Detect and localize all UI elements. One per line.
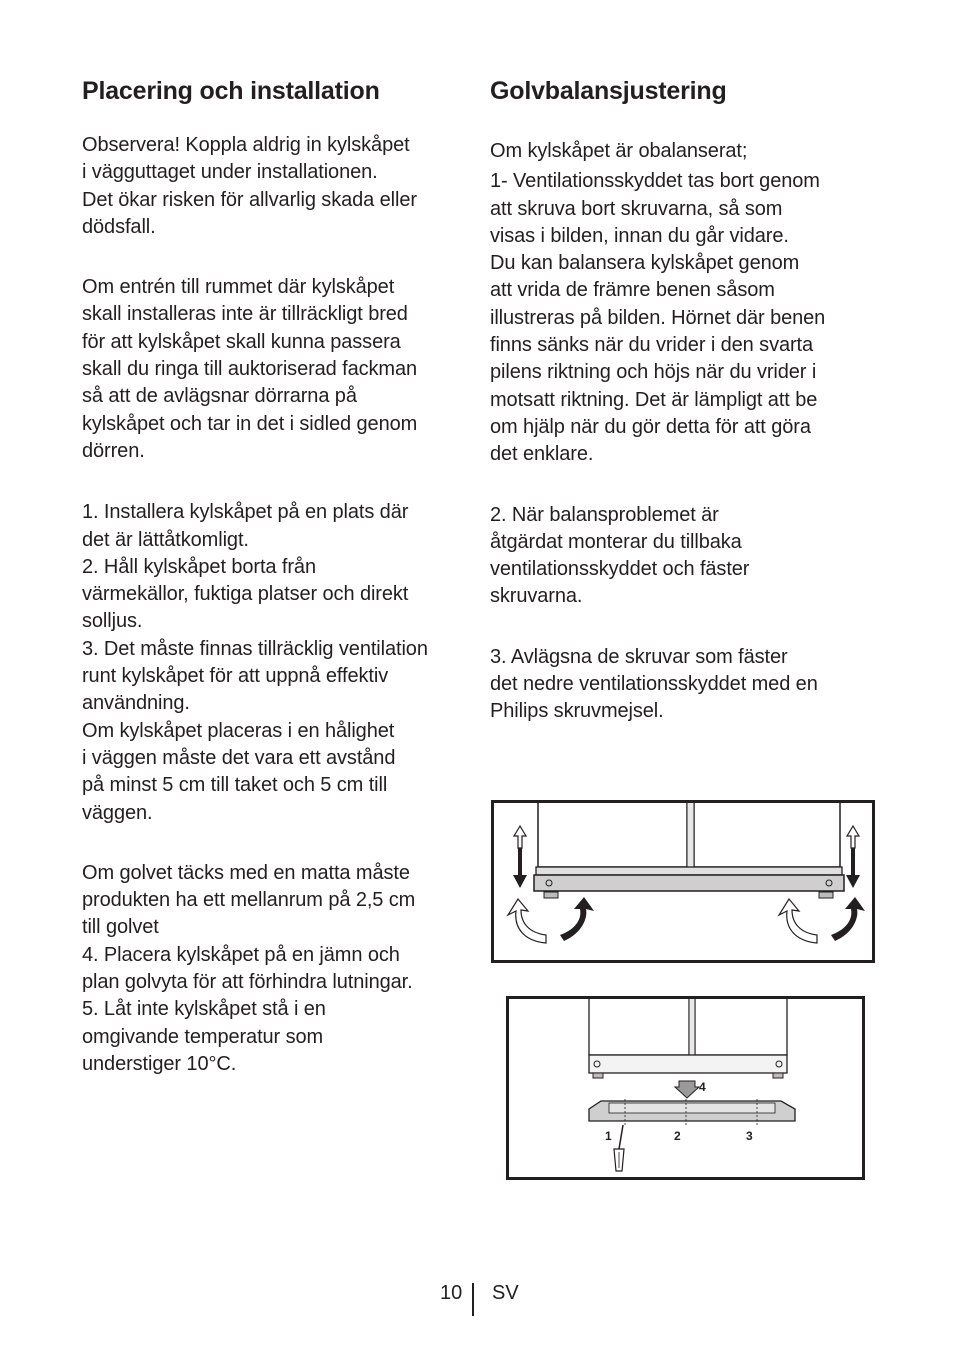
install-step-5: 5. Låt inte kylskåpet stå i en omgivande temperatur som understiger 10°C.: [82, 998, 326, 1075]
right-column: [490, 74, 874, 726]
install-step-2: 2. Håll kylskåpet borta från värmekällor, fuktiga platser och direkt solljus.: [82, 555, 409, 633]
language-code: SV: [492, 1282, 519, 1304]
left-column: [82, 74, 472, 1078]
right-door: [695, 999, 787, 1055]
page-number: 10: [440, 1282, 463, 1304]
entrance-paragraph: Om entrén till rummet där kylskåpet skall installeras inte är tillräckligt bred för att kylskåpet skall kunna passera skall du ringa till auktoriserad fackman så att de avlägsnar dörrarna på kylskåpet och tar in det i sidled genom dörren.: [82, 276, 418, 462]
section-heading-leveling: Golvbalansjustering: [490, 77, 727, 105]
callout-2: 2: [674, 1129, 681, 1143]
vent-cover-illustration: [509, 999, 862, 1177]
leveling-intro: Om kylskåpet är obalanserat;: [490, 140, 748, 162]
feet-adjustment-illustration: [494, 803, 872, 960]
feet-adjustment-figure: [491, 800, 875, 963]
left-height-arrows: [513, 826, 527, 888]
leveling-step-3: 3. Avlägsna de skruvar som fäster det nedre ventilationsskyddet med en Philips skruvmejsel.: [490, 645, 818, 723]
carpet-paragraph: Om golvet täcks med en matta måste produkten ha ett mellanrum på 2,5 cm till golvet: [82, 861, 416, 939]
right-rotate-arrows: [779, 897, 865, 943]
vent-cover-removal-figure: [506, 996, 865, 1180]
install-step-3: 3. Det måste finnas tillräcklig ventilation runt kylskåpet för att uppnå effektiv användning.: [82, 637, 428, 715]
callout-1: 1: [605, 1129, 612, 1143]
right-height-arrows: [846, 826, 860, 888]
leveling-step-2: 2. När balansproblemet är åtgärdat monterar du tillbaka ventilationsskyddet och fäster skruvarna.: [490, 503, 750, 608]
left-rotate-arrows: [508, 897, 594, 943]
callout-3: 3: [746, 1129, 753, 1143]
section-heading-placement: Placering och installation: [82, 77, 380, 105]
install-step-1: 1. Installera kylskåpet på en plats där det är lättåtkomligt.: [82, 501, 409, 551]
screwdriver-icon: [614, 1125, 624, 1171]
footer-divider: [472, 1283, 474, 1316]
leveling-step-1: 1- Ventilationsskyddet tas bort genom att skruva bort skruvarna, så som visas i bilden, innan du går vidare. Du kan balansera kylskåpet genom att vrida de främre benen såsom illustreras på bilden. Hörnet där benen finns sänks när du vrider i den svarta pilens riktning och höjs när du vrider i motsatt riktning. Det är lämpligt att be om hjälp när du gör detta för att göra det enklare.: [490, 170, 826, 466]
warning-paragraph: Observera! Koppla aldrig in kylskåpet i vägguttaget under installationen. Det ökar risken för allvarlig skada eller dödsfall.: [82, 134, 417, 238]
left-door: [538, 803, 687, 867]
recess-paragraph: Om kylskåpet placeras i en hålighet i väggen måste det vara ett avstånd på minst 5 cm till taket och 5 cm till väggen.: [82, 719, 396, 824]
right-door: [694, 803, 840, 867]
install-step-4: 4. Placera kylskåpet på en jämn och plan golvyta för att förhindra lutningar.: [82, 943, 413, 994]
left-door: [589, 999, 689, 1055]
callout-4: 4: [699, 1080, 706, 1094]
